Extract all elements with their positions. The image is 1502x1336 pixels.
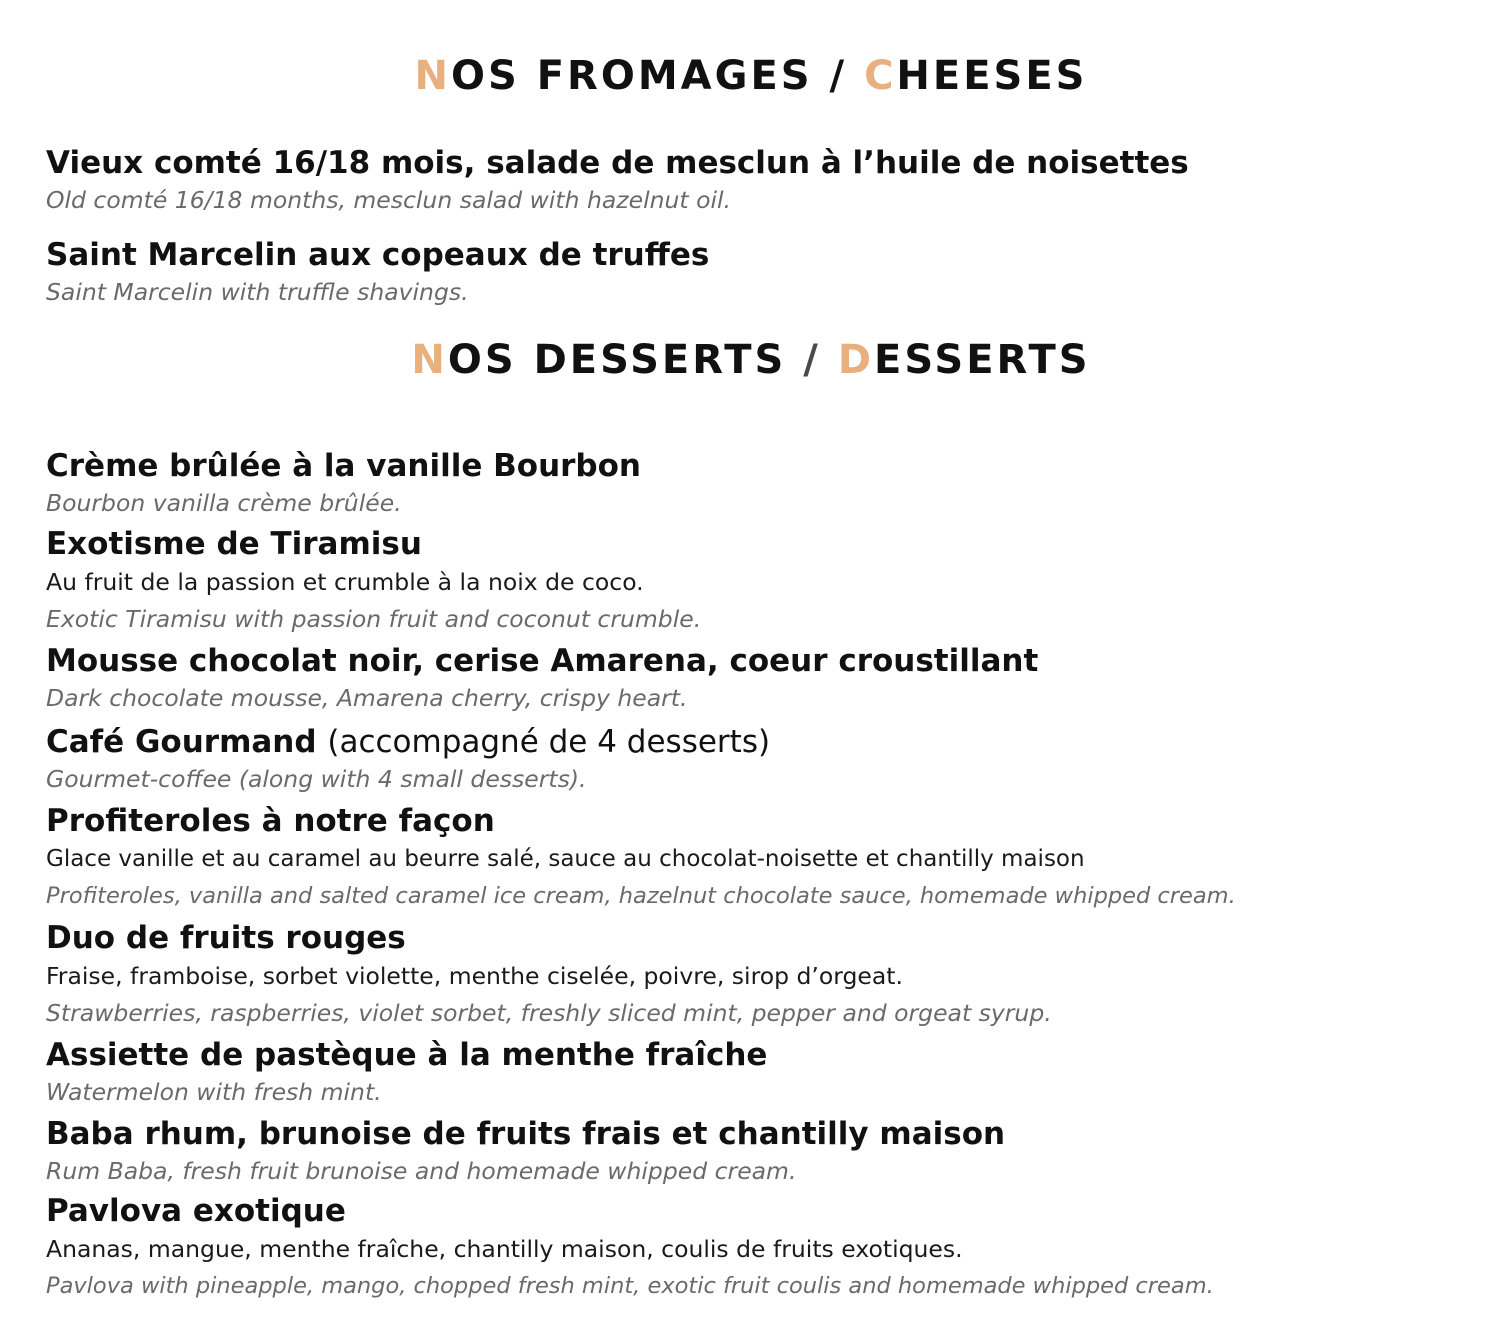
menu-item-english: Dark chocolate mousse, Amarena cherry, crispy heart. xyxy=(46,684,688,712)
menu-item-english: Strawberries, raspberries, violet sorbet, freshly sliced mint, pepper and orgeat syrup. xyxy=(46,999,1052,1027)
menu-item-english: Gourmet-coffee (along with 4 small desserts). xyxy=(46,765,587,793)
menu-item-exotisme-tiramisu xyxy=(46,525,1466,637)
cheeses-title-fr-initial: N xyxy=(414,53,451,99)
desserts-title-slash: / xyxy=(803,337,821,383)
menu-item-name: Mousse chocolat noir, cerise Amarena, coeur croustillant xyxy=(46,643,1039,679)
menu-item-creme-brulee xyxy=(46,447,1466,521)
cheeses-title-en-initial: C xyxy=(864,53,897,99)
menu-item-french: Fraise, framboise, sorbet violette, menthe ciselée, poivre, sirop d’orgeat. xyxy=(46,962,903,990)
menu-item-cafe-gourmand xyxy=(46,723,1466,797)
menu-item-vieux-comte xyxy=(46,144,1466,218)
menu-item-english: Old comté 16/18 months, mesclun salad with hazelnut oil. xyxy=(46,186,731,214)
menu-item-name-text: Café Gourmand xyxy=(46,724,317,760)
menu-item-name xyxy=(46,723,1466,761)
menu-item-name: Pavlova exotique xyxy=(46,1193,346,1229)
menu-item-name: Assiette de pastèque à la menthe fraîche xyxy=(46,1037,768,1073)
menu-item-english: Bourbon vanilla crème brûlée. xyxy=(46,489,402,517)
menu-item-note: (accompagné de 4 desserts) xyxy=(327,724,771,760)
menu-item-mousse-chocolat xyxy=(46,642,1466,716)
cheeses-title-slash: / xyxy=(829,53,848,99)
menu-item-saint-marcelin xyxy=(46,236,1466,310)
desserts-section-title xyxy=(0,337,1502,383)
menu-item-french: Glace vanille et au caramel au beurre salé, sauce au chocolat-noisette et chantilly maison xyxy=(46,846,1085,872)
cheeses-title-fr-rest: OS FROMAGES xyxy=(450,53,813,99)
desserts-title-fr-rest: OS DESSERTS xyxy=(447,337,787,383)
desserts-title-en-initial: D xyxy=(837,337,875,383)
menu-item-french: Au fruit de la passion et crumble à la noix de coco. xyxy=(46,568,644,596)
menu-item-profiteroles xyxy=(46,802,1466,914)
menu-item-english: Saint Marcelin with truffle shavings. xyxy=(46,278,469,306)
menu-item-english: Profiteroles, vanilla and salted caramel ice cream, hazelnut chocolate sauce, homemade whipped cream. xyxy=(46,883,1236,909)
menu-item-pavlova xyxy=(46,1192,1466,1304)
menu-item-name: Duo de fruits rouges xyxy=(46,920,406,956)
menu-item-french: Ananas, mangue, menthe fraîche, chantilly maison, coulis de fruits exotiques. xyxy=(46,1235,963,1263)
menu-item-name: Profiteroles à notre façon xyxy=(46,803,495,839)
menu-item-assiette-pasteque xyxy=(46,1036,1466,1110)
desserts-title-en-rest: ESSERTS xyxy=(874,337,1091,383)
menu-item-name: Vieux comté 16/18 mois, salade de mesclun à l’huile de noisettes xyxy=(46,145,1189,181)
menu-item-name: Saint Marcelin aux copeaux de truffes xyxy=(46,237,710,273)
menu-item-name: Baba rhum, brunoise de fruits frais et chantilly maison xyxy=(46,1116,1006,1152)
menu-item-english: Exotic Tiramisu with passion fruit and coconut crumble. xyxy=(46,605,702,633)
cheeses-title-en-rest: HEESES xyxy=(896,53,1088,99)
menu-item-name: Exotisme de Tiramisu xyxy=(46,526,422,562)
menu-item-english: Pavlova with pineapple, mango, chopped fresh mint, exotic fruit coulis and homemade whipped cream. xyxy=(46,1273,1214,1299)
desserts-title-fr-initial: N xyxy=(411,337,448,383)
menu-item-english: Rum Baba, fresh fruit brunoise and homemade whipped cream. xyxy=(46,1157,797,1185)
menu-item-name: Crème brûlée à la vanille Bourbon xyxy=(46,448,641,484)
menu-item-baba-rhum xyxy=(46,1115,1466,1189)
menu-item-duo-fruits-rouges xyxy=(46,919,1466,1031)
menu-item-english: Watermelon with fresh mint. xyxy=(46,1078,382,1106)
cheeses-section-title xyxy=(0,53,1502,99)
